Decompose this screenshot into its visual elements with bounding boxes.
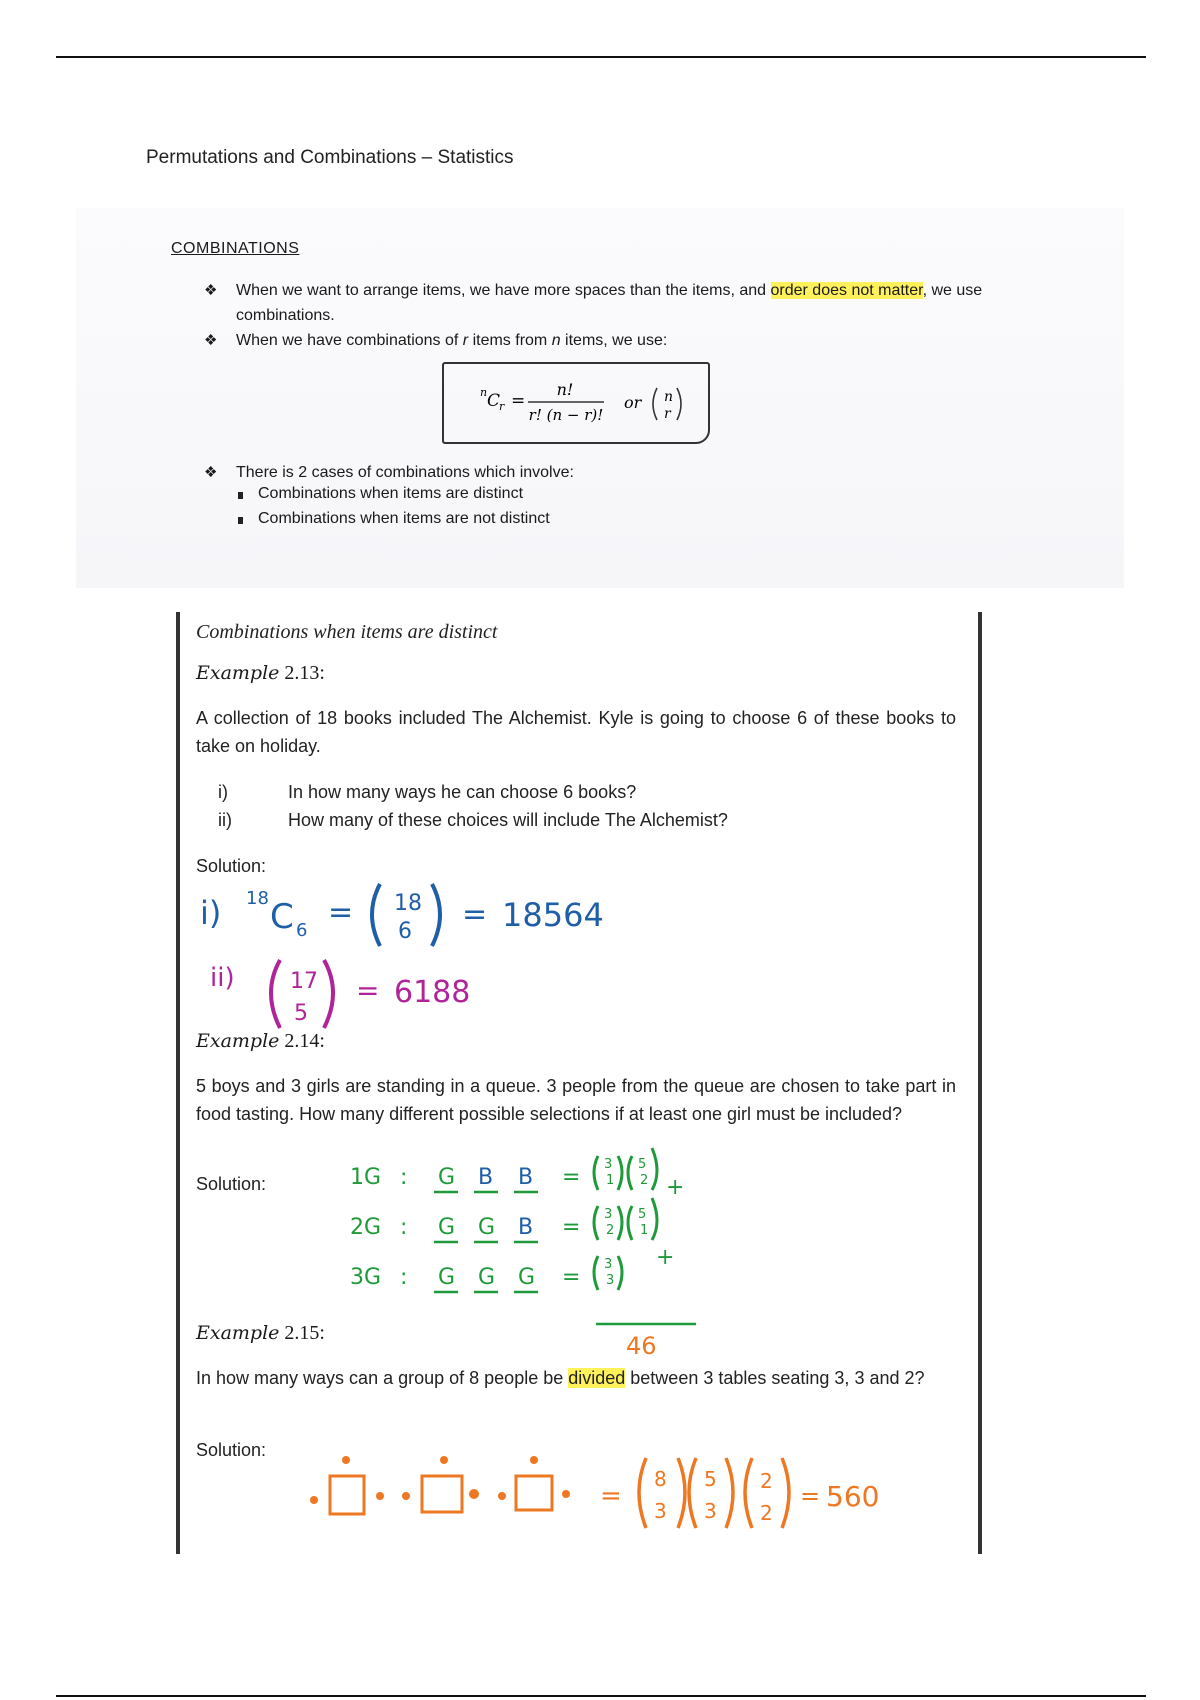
handwritten-answer-i	[200, 874, 620, 954]
svg-text:G: G	[478, 1265, 496, 1290]
hw-label-i: i)	[200, 894, 222, 932]
section-heading: Combinations when items are distinct	[196, 621, 498, 643]
highlighted-text: order does not matter	[770, 282, 923, 299]
hw-sup-18: 18	[246, 888, 269, 909]
hw-binom-bottom-5: 5	[294, 1001, 308, 1026]
formula-svg	[444, 364, 708, 442]
hw-result-560: 560	[826, 1480, 880, 1513]
hw-result-18564: 18564	[502, 896, 604, 934]
hw-label-ii: ii)	[210, 963, 235, 993]
table-1-drawing	[310, 1456, 384, 1514]
bullet-combinations-of-r: ❖ When we have combinations of r items from n items, we use:	[236, 328, 996, 353]
hw-plus: +	[666, 1175, 685, 1200]
hw-1g: 1G	[350, 1165, 382, 1190]
highlighted-text: divided	[568, 1368, 626, 1388]
hw-eq: =	[356, 974, 380, 1007]
diamond-bullet-icon: ❖	[204, 464, 218, 481]
binom-bottom: r	[664, 406, 671, 422]
handwritten-answer-2-15	[306, 1442, 986, 1542]
question-ii: ii) How many of these choices will include The Alchemist?	[218, 810, 728, 830]
combinations-heading: COMBINATIONS	[171, 240, 300, 257]
svg-text:=: =	[562, 1165, 581, 1190]
combinations-block	[76, 208, 1124, 588]
svg-text:5: 5	[638, 1207, 647, 1222]
svg-text:B: B	[518, 1215, 534, 1240]
table-2-drawing	[402, 1456, 479, 1512]
svg-text:2: 2	[760, 1501, 773, 1525]
hw-2g: 2G	[350, 1215, 382, 1240]
bullet-order-does-not-matter: ❖ When we want to arrange items, we have more spaces than the items, and order does not matter, we use combinations.	[236, 278, 996, 328]
svg-text:G: G	[518, 1265, 536, 1290]
svg-text:2: 2	[640, 1173, 649, 1188]
example-2-14-text: 5 boys and 3 girls are standing in a queue. 3 people from the queue are chosen to take part in food tasting. How many different possible selections if at least one girl must be included?	[196, 1076, 956, 1124]
svg-text:=: =	[562, 1265, 581, 1290]
svg-text:=: =	[800, 1482, 821, 1510]
example-2-15-text: In how many ways can a group of 8 people be divided between 3 tables seating 3, 3 and 2?	[196, 1368, 925, 1388]
bullet-two-cases: ❖ There is 2 cases of combinations which involve:	[236, 460, 996, 485]
svg-text:3: 3	[654, 1499, 667, 1523]
square-bullet-icon	[238, 517, 243, 524]
sub-bullet-not-distinct: Combinations when items are not distinct	[258, 510, 550, 528]
example-2-15-title: Example 2.15:	[196, 1322, 325, 1344]
formula-numerator: n!	[556, 380, 574, 399]
sub-bullet-distinct: Combinations when items are distinct	[258, 485, 523, 503]
svg-text:1: 1	[606, 1173, 615, 1188]
hw-result-6188: 6188	[394, 975, 471, 1010]
svg-text:3: 3	[606, 1273, 615, 1288]
hw-plus: +	[656, 1245, 675, 1270]
svg-text:G: G	[478, 1215, 496, 1240]
svg-text:3: 3	[604, 1157, 613, 1172]
page-title: Permutations and Combinations – Statistics	[146, 147, 514, 168]
hw-total-46: 46	[626, 1332, 657, 1360]
hw-eq: =	[328, 895, 354, 930]
svg-text:3: 3	[604, 1207, 613, 1222]
hw-right-paren	[324, 960, 333, 1028]
svg-text:8: 8	[654, 1467, 667, 1491]
svg-text:3: 3	[604, 1257, 613, 1272]
example-2-14-title: Example 2.14:	[196, 1030, 325, 1052]
svg-text:5: 5	[638, 1157, 647, 1172]
table-3-drawing	[498, 1456, 570, 1510]
svg-text:3: 3	[704, 1499, 717, 1523]
square-bullet-icon	[238, 492, 243, 499]
hw-right-paren	[432, 884, 440, 946]
svg-text::: :	[400, 1265, 408, 1290]
example-2-13-title: Example 2.13:	[196, 662, 325, 684]
svg-text:2: 2	[606, 1223, 615, 1238]
hw-c: C	[270, 897, 294, 937]
combination-formula	[442, 362, 710, 444]
formula-denominator: r! (n − r)!	[528, 406, 604, 424]
svg-text:B: B	[518, 1165, 534, 1190]
solution-label-2-15: Solution:	[196, 1440, 267, 1460]
hw-left-paren	[372, 884, 380, 946]
hw-sub-6: 6	[296, 920, 308, 941]
formula-lhs-sup: n	[480, 386, 488, 399]
svg-text:G: G	[438, 1215, 456, 1240]
svg-text::: :	[400, 1215, 408, 1240]
formula-lhs: C	[487, 391, 501, 411]
worked-examples-section	[176, 612, 982, 1554]
formula-or: or	[624, 393, 642, 412]
hw-binom-top-17: 17	[290, 969, 318, 994]
svg-text::: :	[400, 1165, 408, 1190]
hw-3g: 3G	[350, 1265, 382, 1290]
formula-lhs-sub: r	[499, 400, 505, 413]
hw-binom-bottom: 6	[398, 919, 412, 944]
question-i: i) In how many ways he can choose 6 books?	[218, 782, 637, 802]
top-rule	[56, 56, 1146, 58]
svg-text:2: 2	[760, 1469, 773, 1493]
diamond-bullet-icon: ❖	[204, 282, 218, 299]
hw-binom-top: 18	[394, 891, 422, 916]
svg-text:G: G	[438, 1265, 456, 1290]
svg-text:1: 1	[640, 1223, 649, 1238]
solution-label-2-13: Solution:	[196, 856, 267, 876]
hw-left-paren	[271, 960, 280, 1028]
example-2-13-text: A collection of 18 books included The Alchemist. Kyle is going to choose 6 of these books to take on holiday.	[196, 708, 956, 756]
right-paren	[677, 388, 681, 420]
bottom-rule	[56, 1695, 1146, 1697]
left-paren	[653, 388, 657, 420]
binom-top: n	[664, 389, 674, 405]
svg-text:G: G	[438, 1165, 456, 1190]
handwritten-answer-2-14	[350, 1132, 750, 1372]
svg-text:=: =	[600, 1481, 622, 1511]
formula-equals: =	[511, 391, 526, 411]
hw-eq2: =	[462, 897, 488, 932]
diamond-bullet-icon: ❖	[204, 332, 218, 349]
svg-text:5: 5	[704, 1467, 717, 1491]
svg-text:B: B	[478, 1165, 494, 1190]
handwritten-answer-ii	[210, 952, 510, 1032]
solution-label-2-14: Solution:	[196, 1174, 267, 1194]
svg-text:=: =	[562, 1215, 581, 1240]
